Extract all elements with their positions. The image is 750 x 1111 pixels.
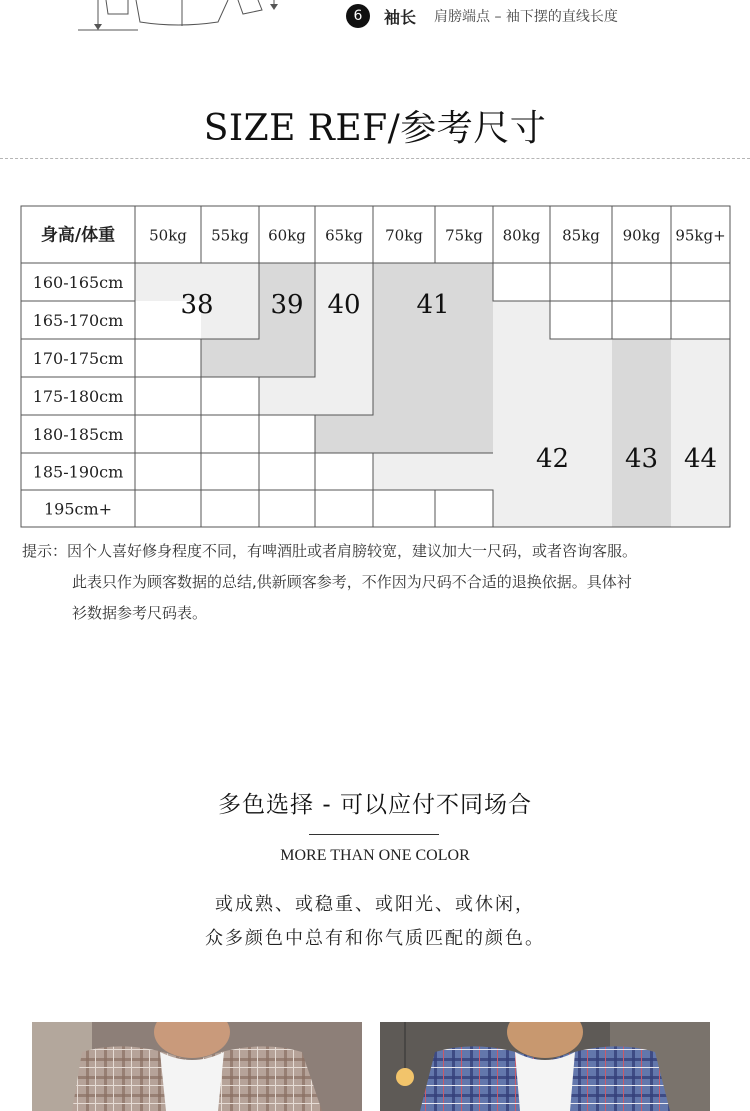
size-label-38: 38	[180, 290, 214, 320]
tip-line-1: 提示：因个人喜好修身程度不同，有啤酒肚或者肩膀较宽，建议加大一尺码，或者咨询客服。	[22, 542, 638, 560]
empty-cell	[201, 377, 259, 415]
multicolor-description	[0, 888, 750, 956]
empty-cell	[201, 453, 259, 490]
empty-cell	[550, 301, 612, 339]
empty-cell	[671, 263, 730, 301]
weight-header-5: 75kg	[445, 226, 483, 245]
height-label-5: 185-190cm	[32, 462, 124, 482]
tip-line-3: 衫数据参考尺码表。	[72, 604, 208, 622]
measure-description: 肩膀端点 – 袖下摆的直线长度	[434, 9, 618, 25]
empty-cell	[612, 263, 671, 301]
weight-header-7: 85kg	[562, 226, 600, 245]
weight-header-2: 60kg	[268, 226, 306, 245]
tip-text	[22, 536, 742, 629]
multicolor-title: 多色选择 - 可以应付不同场合	[218, 792, 532, 818]
photo-brown-plaid-shirt	[32, 1022, 362, 1111]
empty-cell	[373, 490, 435, 527]
size-label-39: 39	[270, 290, 304, 320]
empty-cell	[435, 490, 493, 527]
size-label-40: 40	[327, 290, 361, 320]
table-header-label: 身高/体重	[40, 225, 116, 246]
weight-header-0: 50kg	[149, 226, 187, 245]
empty-cell	[315, 453, 373, 490]
size-label-44: 44	[683, 444, 718, 474]
weight-header-6: 80kg	[502, 226, 541, 245]
empty-cell	[493, 263, 550, 301]
empty-cell	[135, 453, 201, 490]
empty-cell	[135, 377, 201, 415]
empty-cell	[135, 490, 201, 527]
multicolor-underline	[309, 834, 439, 835]
photo-blue-plaid-shirt	[380, 1022, 710, 1111]
size-label-42: 42	[535, 444, 570, 474]
weight-header-4: 70kg	[385, 226, 423, 245]
empty-cell	[201, 490, 259, 527]
empty-cell	[550, 263, 612, 301]
height-label-3: 175-180cm	[32, 387, 124, 406]
empty-cell	[259, 490, 315, 527]
empty-cell	[259, 453, 315, 490]
weight-header-3: 65kg	[325, 226, 363, 245]
height-label-1: 165-170cm	[32, 311, 124, 330]
size-ref-title: SIZE REF/参考尺寸	[203, 108, 547, 149]
empty-cell	[259, 415, 315, 453]
empty-cell	[135, 415, 201, 453]
height-label-2: 170-175cm	[32, 349, 124, 368]
size-label-41: 41	[416, 290, 450, 320]
empty-cell	[315, 490, 373, 527]
height-label-0: 160-165cm	[32, 273, 124, 292]
weight-header-9: 95kg+	[675, 226, 726, 245]
empty-cell	[671, 301, 730, 339]
multicolor-desc-line-1: 或成熟、或稳重、或阳光、或休闲，	[215, 894, 535, 915]
height-label-4: 180-185cm	[32, 425, 124, 444]
size-region-43	[612, 339, 671, 527]
tip-line-2: 此表只作为顾客数据的总结,供新顾客参考，不作因为尺码不合适的退换依据。具体衬	[72, 573, 632, 591]
empty-cell	[612, 301, 671, 339]
weight-header-8: 90kg	[622, 226, 661, 245]
size-label-43: 43	[624, 444, 659, 474]
empty-cell	[201, 415, 259, 453]
empty-cell	[135, 339, 201, 377]
size-region-44	[671, 339, 730, 527]
size-reference-table	[0, 0, 750, 540]
multicolor-subtitle: MORE THAN ONE COLOR	[280, 847, 470, 864]
measure-number-badge: 6	[346, 4, 370, 28]
measure-name: 袖长	[384, 7, 417, 27]
height-label-6: 195cm+	[43, 499, 113, 519]
multicolor-desc-line-2: 众多颜色中总有和你气质匹配的颜色。	[205, 928, 545, 949]
weight-header-1: 55kg	[211, 226, 249, 245]
